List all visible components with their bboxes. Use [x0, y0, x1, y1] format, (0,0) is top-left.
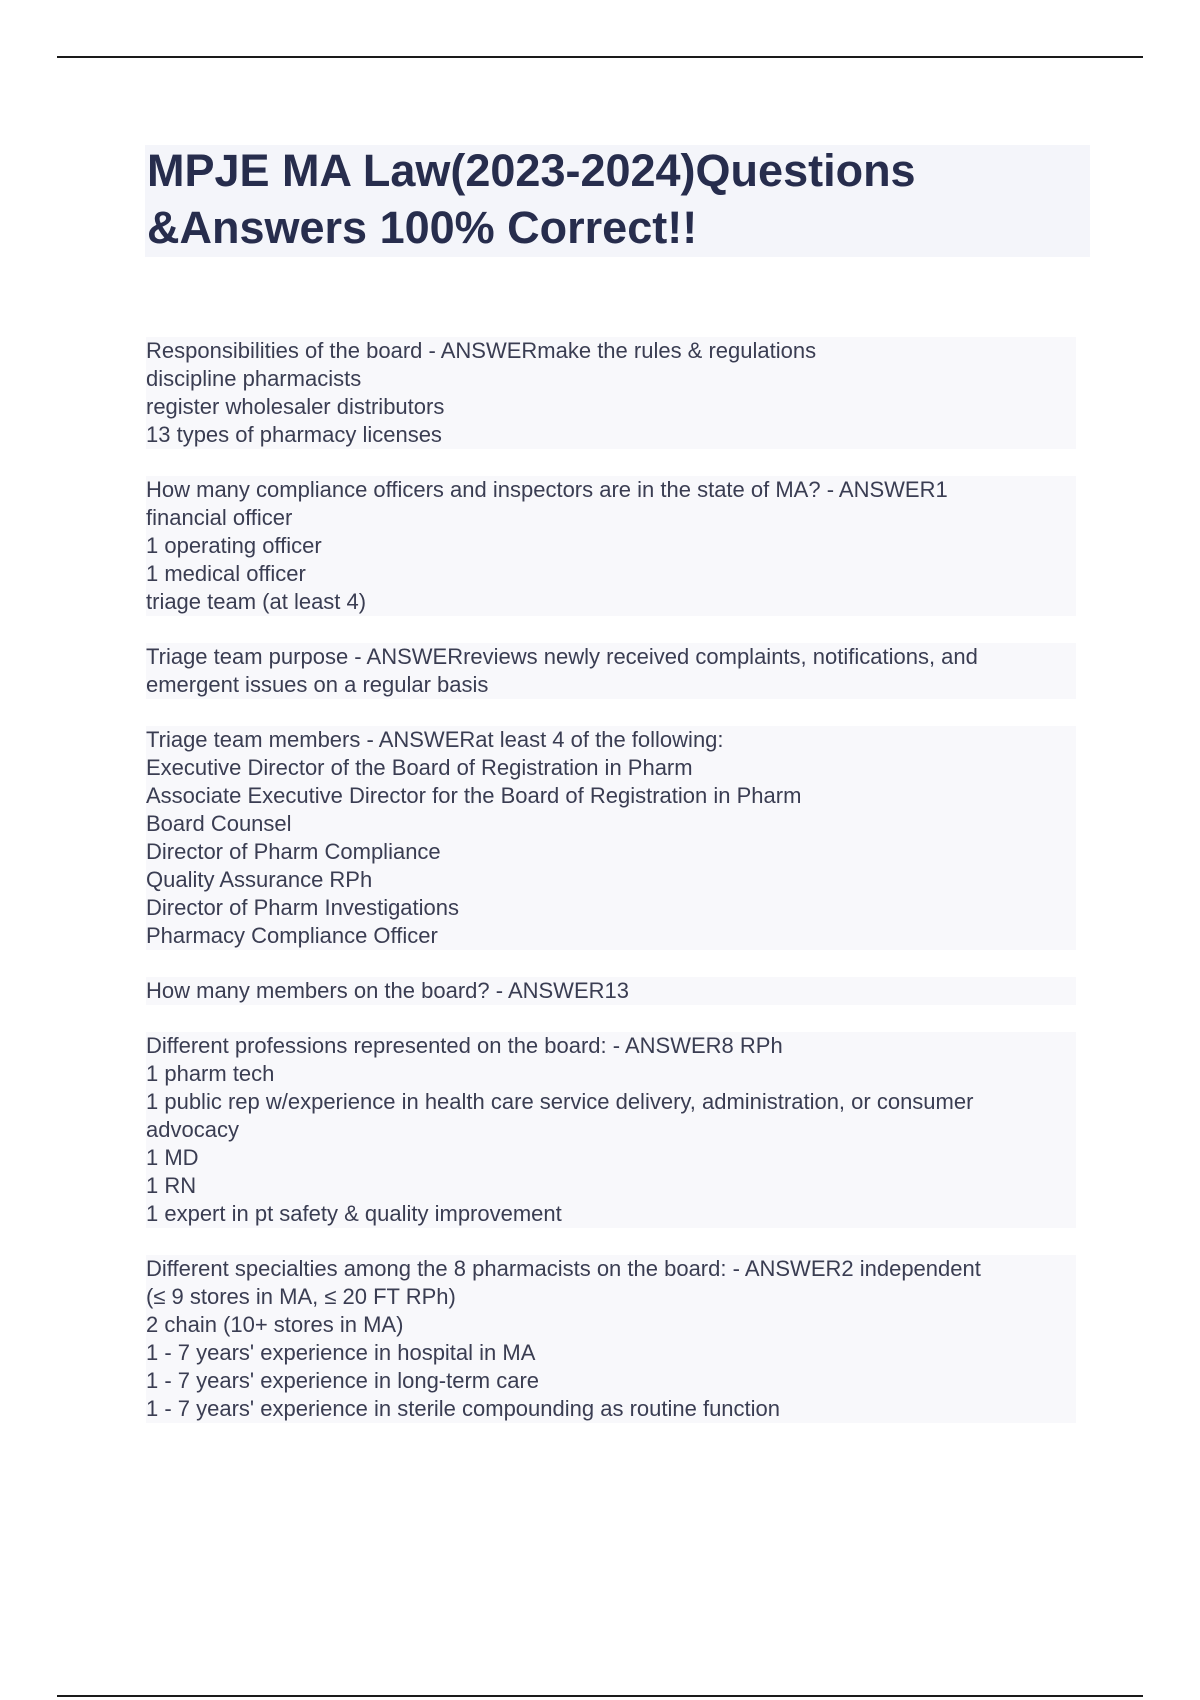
qa-item	[146, 643, 1076, 699]
qa-line: Quality Assurance RPh	[146, 867, 373, 892]
qa-line: financial officer	[146, 505, 293, 530]
qa-line: 1 RN	[146, 1173, 197, 1198]
qa-line: 1 - 7 years' experience in sterile compounding as routine function	[146, 1396, 781, 1421]
qa-item	[146, 1032, 1076, 1228]
qa-line: 13 types of pharmacy licenses	[146, 422, 442, 447]
footer-divider	[57, 1695, 1143, 1697]
qa-line: discipline pharmacists	[146, 366, 362, 391]
qa-item	[146, 476, 1076, 616]
qa-line: 1 MD	[146, 1145, 199, 1170]
qa-line: How many compliance officers and inspectors are in the state of MA? - ANSWER1	[146, 477, 948, 502]
qa-line: Responsibilities of the board - ANSWERmake the rules & regulations	[146, 338, 817, 363]
qa-line: Associate Executive Director for the Board of Registration in Pharm	[146, 783, 802, 808]
qa-line: 1 medical officer	[146, 561, 306, 586]
qa-line: 1 expert in pt safety & quality improvement	[146, 1201, 562, 1226]
qa-line: Different professions represented on the board: - ANSWER8 RPh	[146, 1033, 783, 1058]
qa-line: Board Counsel	[146, 811, 292, 836]
qa-line: advocacy	[146, 1117, 239, 1142]
qa-item	[146, 1255, 1076, 1423]
qa-line: Director of Pharm Investigations	[146, 895, 460, 920]
qa-line: Executive Director of the Board of Registration in Pharm	[146, 755, 693, 780]
qa-line: 1 - 7 years' experience in long-term care	[146, 1368, 540, 1393]
qa-line: 1 operating officer	[146, 533, 322, 558]
qa-list	[146, 337, 1076, 1450]
qa-line: 1 pharm tech	[146, 1061, 275, 1086]
document-title: MPJE MA Law(2023-2024)Questions &Answers 100% Correct!!	[147, 145, 916, 253]
qa-line: emergent issues on a regular basis	[146, 672, 489, 697]
qa-line: 1 public rep w/experience in health care service delivery, administration, or consumer	[146, 1089, 974, 1114]
header-divider	[57, 56, 1143, 58]
qa-line: 2 chain (10+ stores in MA)	[146, 1312, 404, 1337]
qa-line: register wholesaler distributors	[146, 394, 445, 419]
qa-line: Pharmacy Compliance Officer	[146, 923, 438, 948]
qa-line: 1 - 7 years' experience in hospital in MA	[146, 1340, 536, 1365]
qa-item	[146, 726, 1076, 950]
qa-item	[146, 337, 1076, 449]
qa-line: (≤ 9 stores in MA, ≤ 20 FT RPh)	[146, 1284, 456, 1309]
qa-line: How many members on the board? - ANSWER13	[146, 978, 629, 1003]
qa-line: Director of Pharm Compliance	[146, 839, 441, 864]
qa-item	[146, 977, 1076, 1005]
qa-line: Triage team members - ANSWERat least 4 of the following:	[146, 727, 724, 752]
qa-line: Triage team purpose - ANSWERreviews newly received complaints, notifications, and	[146, 644, 978, 669]
qa-line: Different specialties among the 8 pharmacists on the board: - ANSWER2 independent	[146, 1256, 981, 1281]
qa-line: triage team (at least 4)	[146, 589, 367, 614]
